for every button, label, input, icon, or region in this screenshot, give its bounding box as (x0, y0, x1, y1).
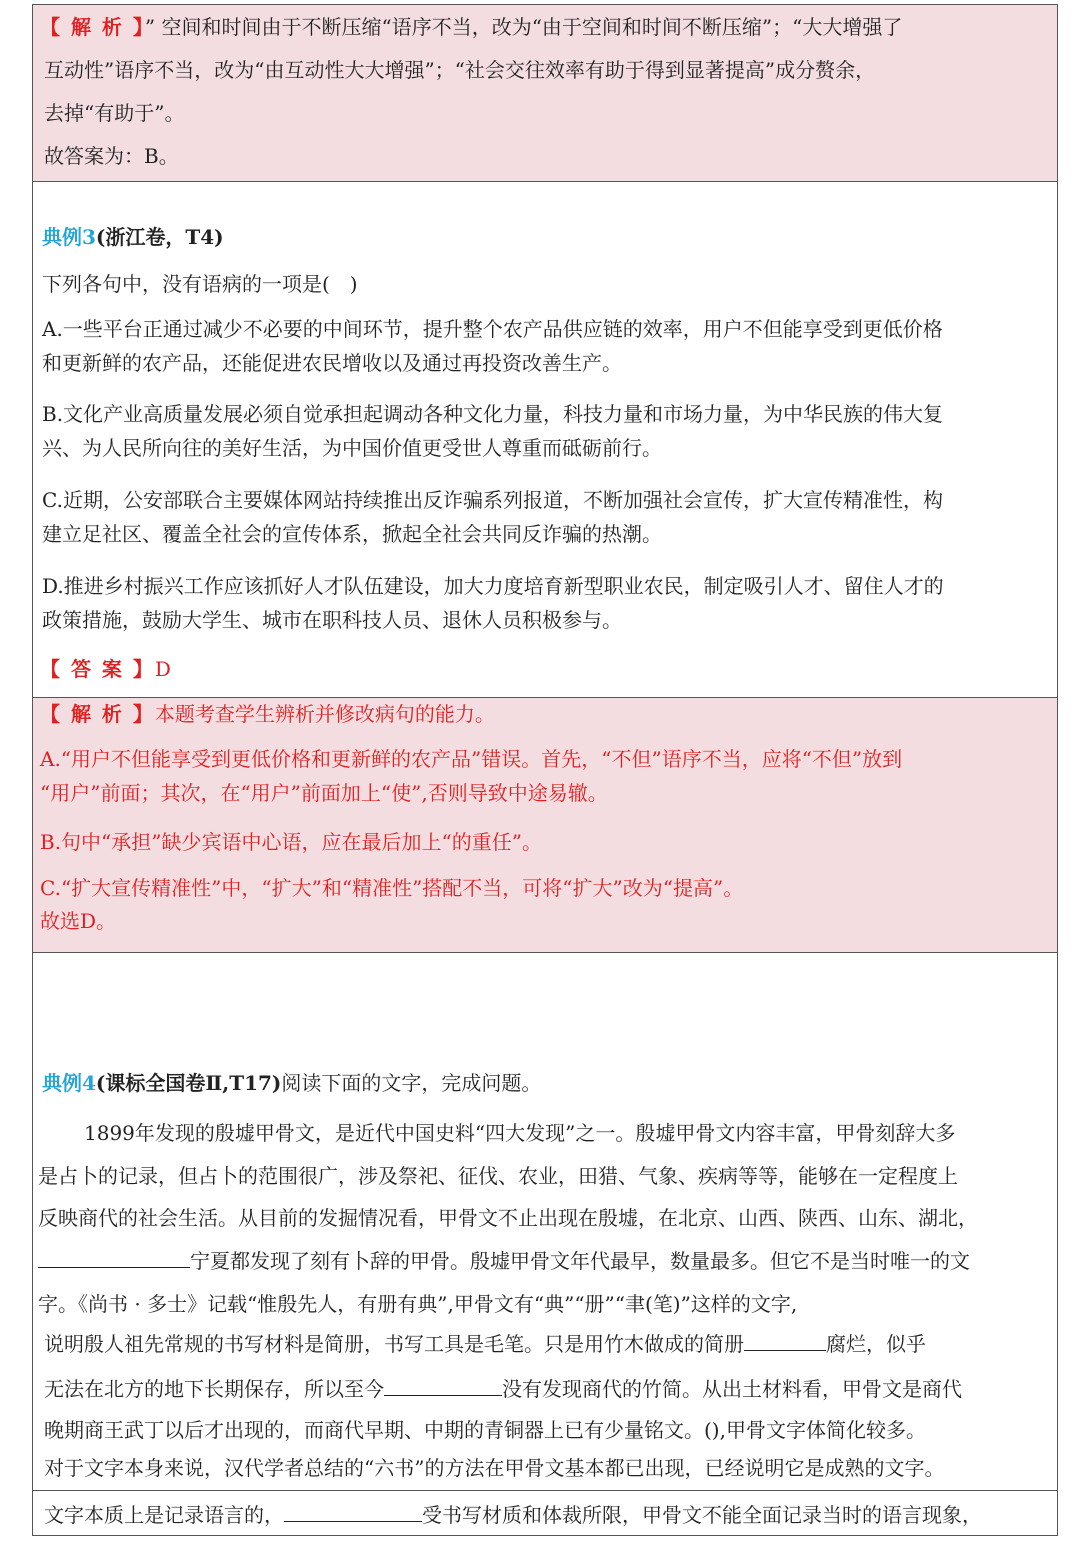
option-b-line-2: 兴、为人民所向往的美好生活，为中国价值更受世人尊重而砥砺前行。 (42, 436, 662, 460)
option-c-line-1: C.近期，公安部联合主要媒体网站持续推出反诈骗系列报道，不断加强社会宣传，扩大宣传精准性，构 (42, 488, 943, 512)
example3-heading (42, 222, 224, 252)
example-source: (浙江卷，T4) (95, 225, 224, 249)
analysis-1-line-4: 故答案为：B。 (44, 144, 179, 168)
example-source: (课标全国卷Ⅱ,T17) (95, 1071, 282, 1095)
passage-line-1: 1899年发现的殷墟甲骨文，是近代中国史料“四大发现”之一。殷墟甲骨文内容丰富，甲骨刻辞大多 (84, 1121, 956, 1145)
analysis-tag: 【 解 析 】 (40, 702, 155, 726)
analysis-1-line-2: 互动性”语序不当，改为“由互动性大大增强”；“社会交往效率有助于得到显著提高”成分赘余， (44, 58, 876, 82)
example4-heading: 典例4(课标全国卷Ⅱ,T17)阅读下面的文字，完成问题。 (42, 1071, 542, 1095)
passage-line-8: 晚期商王武丁以后才出现的，而商代早期、中期的青铜器上已有少量铭文。(),甲骨文字体简化较多。 (44, 1418, 926, 1442)
analysis-2-line-1: A.“用户不但能享受到更低价格和更新鲜的农产品”错误。首先，“不但”语序不当，应将“不但”放到 (40, 747, 903, 771)
passage-line-6: 说明殷人祖先常规的书写材料是简册，书写工具是毛笔。只是用竹木做成的简册 腐烂，似乎 (44, 1332, 926, 1356)
answer-line (40, 654, 171, 684)
fill-blank-3[interactable] (384, 1375, 502, 1396)
passage-line-9: 对于文字本身来说，汉代学者总结的“六书”的方法在甲骨文基本都已出现，已经说明它是成熟的文字。 (44, 1456, 945, 1480)
passage-line-3: 反映商代的社会生活。从目前的发掘情况看，甲骨文不止出现在殷墟，在北京、山西、陕西、山东、湖北， (38, 1206, 978, 1230)
passage-line-10: 文字本质上是记录语言的， 受书写材质和体裁所限，甲骨文不能全面记录当时的语言现象， (44, 1503, 982, 1527)
option-a-line-2: 和更新鲜的农产品，还能促进农民增收以及通过再投资改善生产。 (42, 351, 622, 375)
passage-line-7: 无法在北方的地下长期保存，所以至今 没有发现商代的竹简。从出土材料看，甲骨文是商代 (44, 1377, 962, 1401)
analysis-1-line-1: 【 解 析 】” 空间和时间由于不断压缩“语序不当，改为“由于空间和时间不断压缩”；“大大增强了 (40, 15, 903, 39)
option-b-line-1: B.文化产业高质量发展必须自觉承担起调动各种文化力量，科技力量和市场力量，为中华民族的伟大复 (42, 402, 944, 426)
option-d-line-2: 政策措施，鼓励大学生、城市在职科技人员、退休人员积极参与。 (42, 608, 622, 632)
option-a-line-1: A.一些平台正通过减少不必要的中间环节，提升整个农产品供应链的效率，用户不但能享受到更低价格 (42, 317, 943, 341)
analysis-tag: 【 解 析 】 (40, 15, 145, 39)
example-label: 典例3 (42, 225, 96, 249)
analysis-2-line-3: B.句中“承担”缺少宾语中心语，应在最后加上“的重任”。 (40, 830, 542, 854)
passage-line-2: 是占卜的记录，但占卜的范围很广，涉及祭祀、征伐、农业，田猎、气象、疾病等等，能够在一定程度上 (38, 1164, 958, 1188)
analysis-2-line-5: 故选D。 (40, 909, 117, 933)
answer-value: D (154, 657, 171, 681)
option-d-line-1: D.推进乡村振兴工作应该抓好人才队伍建设，加大力度培育新型职业农民，制定吸引人才、留住人才的 (42, 574, 944, 598)
fill-blank-1[interactable] (38, 1247, 190, 1268)
example3-question: 下列各句中，没有语病的一项是( ) (42, 272, 358, 296)
fill-blank-4[interactable] (284, 1501, 422, 1522)
example-label: 典例4 (42, 1071, 96, 1095)
analysis-2-line-4: C.“扩大宣传精准性”中，“扩大”和“精准性”搭配不当，可将“扩大”改为“提高”。 (40, 876, 744, 900)
analysis-1-line-3: 去掉“有助于”。 (44, 101, 185, 125)
divider (32, 1490, 1058, 1491)
analysis-2-intro: 【 解 析 】本题考查学生辨析并修改病句的能力。 (40, 702, 495, 726)
option-c-line-2: 建立足社区、覆盖全社会的宣传体系，掀起全社会共同反诈骗的热潮。 (42, 522, 662, 546)
analysis-2-line-2: “用户”前面；其次，在“用户”前面加上“使”,否则导致中途易辙。 (40, 781, 608, 805)
passage-line-5: 字。《尚书 · 多士》记载“惟殷先人，有册有典”,甲骨文有“典”“册”“聿(笔)”这样的文字, (38, 1292, 798, 1316)
fill-blank-2[interactable] (744, 1330, 826, 1351)
analysis-box-2 (32, 697, 1058, 953)
passage-line-4: 宁夏都发现了刻有卜辞的甲骨。殷墟甲骨文年代最早，数量最多。但它不是当时唯一的文 (38, 1246, 970, 1276)
answer-tag: 【 答 案 】 (40, 657, 155, 681)
